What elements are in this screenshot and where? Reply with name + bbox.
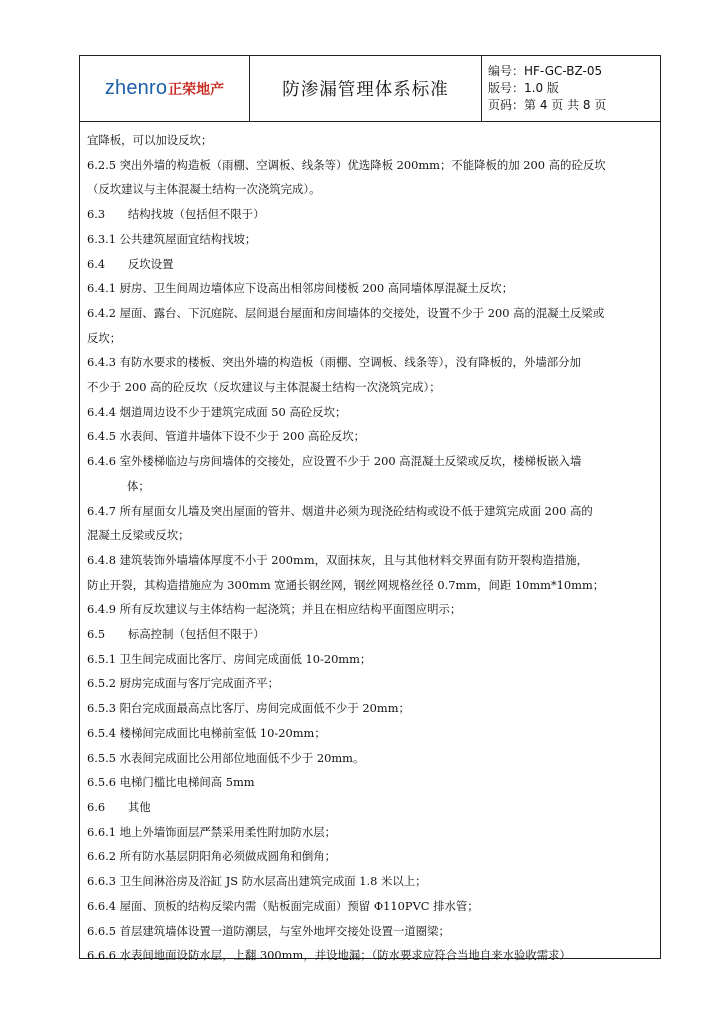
logo-cell <box>80 56 250 121</box>
logo-latin-text: zhenro <box>104 77 168 99</box>
document-title: 防渗漏管理体系标准 <box>250 56 482 121</box>
body-line: 6.4.5 水表间、管道井墙体下设不少于 200 高砼反坎； <box>87 429 366 444</box>
body-line: 防止开裂，其构造措施应为 300mm 宽通长钢丝网，钢丝网规格丝径 0.7mm，间距 10mm*10mm； <box>87 577 605 592</box>
body-line: 6.2.5 突出外墙的构造板（雨棚、空调板、线条等）优选降板 200mm；不能降板的加 200 高的砼反坎 <box>87 157 606 172</box>
body-line: 宜降板，可以加设反坎； <box>87 133 213 147</box>
body-line: 6.5.1 卫生间完成面比客厅、房间完成面低 10-20mm； <box>87 651 372 666</box>
document-body <box>80 122 660 968</box>
body-line: 6.6 其他 <box>87 799 151 814</box>
body-line: 6.5.2 厨房完成面与客厅完成面齐平； <box>87 676 280 691</box>
body-line: 6.4 反坎设置 <box>87 256 174 271</box>
body-line: （反坎建议与主体混凝土结构一次浇筑完成）。 <box>87 182 321 197</box>
document-sheet <box>79 55 661 963</box>
document-header <box>80 56 660 122</box>
body-line: 6.6.1 地上外墙饰面层严禁采用柔性附加防水层； <box>87 824 337 839</box>
body-line: 6.5 标高控制（包括但不限于） <box>87 627 265 642</box>
body-line: 不少于 200 高的砼反坎（反坎建议与主体混凝土结构一次浇筑完成）； <box>87 380 441 395</box>
body-line: 6.6.6 水表间地面设防水层，上翻 300mm，并设地漏；（防水要求应符合当地自来水验收需求） <box>87 948 571 963</box>
document-version: 版号：1.0 版 <box>488 81 559 95</box>
body-line: 6.3.1 公共建筑屋面宜结构找坡； <box>87 231 257 246</box>
body-line: 6.4.1 厨房、卫生间周边墙体应下设高出相邻房间楼板 200 高同墙体厚混凝土反坎； <box>87 281 514 296</box>
body-line: 反坎； <box>87 330 122 345</box>
body-line: 6.6.4 屋面、顶板的结构反梁内需（贴板面完成面）预留 Φ110PVC 排水管； <box>87 898 479 913</box>
body-line: 6.4.6 室外楼梯临边与房间墙体的交接处，应设置不少于 200 高混凝土反梁或反坎，楼梯板嵌入墙 <box>87 454 582 469</box>
logo-chinese-text: 正荣地产 <box>168 81 225 97</box>
body-line: 6.6.5 首层建筑墙体设置一道防潮层，与室外地坪交接处设置一道圈梁； <box>87 923 450 938</box>
body-line: 体； <box>127 478 150 493</box>
body-line: 6.3 结构找坡（包括但不限于） <box>87 207 265 222</box>
body-line: 6.4.7 所有屋面女儿墙及突出屋面的管井、烟道井必须为现浇砼结构或设不低于建筑完成面 200 高的 <box>87 503 593 518</box>
body-line: 6.5.4 楼梯间完成面比电梯前室低 10-20mm； <box>87 725 326 740</box>
document-number: 编号：HF-GC-BZ-05 <box>488 64 603 78</box>
body-line: 6.5.3 阳台完成面最高点比客厅、房间完成面低不少于 20mm； <box>87 701 410 716</box>
body-line: 6.4.4 烟道周边设不少于建筑完成面 50 高砼反坎； <box>87 404 347 419</box>
page-number: 页码：第 4 页 共 8 页 <box>488 98 607 112</box>
body-line: 6.5.5 水表间完成面比公用部位地面低不少于 20mm。 <box>87 750 365 765</box>
body-line: 6.4.9 所有反坎建议与主体结构一起浇筑；并且在相应结构平面图应明示； <box>87 602 462 617</box>
body-line: 6.4.3 有防水要求的楼板、突出外墙的构造板（雨棚、空调板、线条等），没有降板的，外墙部分加 <box>87 355 581 370</box>
body-line: 6.5.6 电梯门槛比电梯间高 5mm <box>87 775 255 790</box>
body-line: 6.4.8 建筑装饰外墙墙体厚度不小于 200mm，双面抹灰，且与其他材料交界面有防开裂构造措施， <box>87 552 589 567</box>
company-logo <box>105 77 224 100</box>
document-meta <box>482 56 660 121</box>
body-line: 混凝土反梁或反坎； <box>87 528 190 543</box>
body-line: 6.6.3 卫生间淋浴房及浴缸 JS 防水层高出建筑完成面 1.8 米以上； <box>87 874 427 889</box>
body-line: 6.6.2 所有防水基层阴阳角必须做成圆角和倒角； <box>87 849 337 864</box>
body-line: 6.4.2 屋面、露台、下沉庭院、层间退台屋面和房间墙体的交接处，设置不少于 200 高的混凝土反梁或 <box>87 305 605 320</box>
